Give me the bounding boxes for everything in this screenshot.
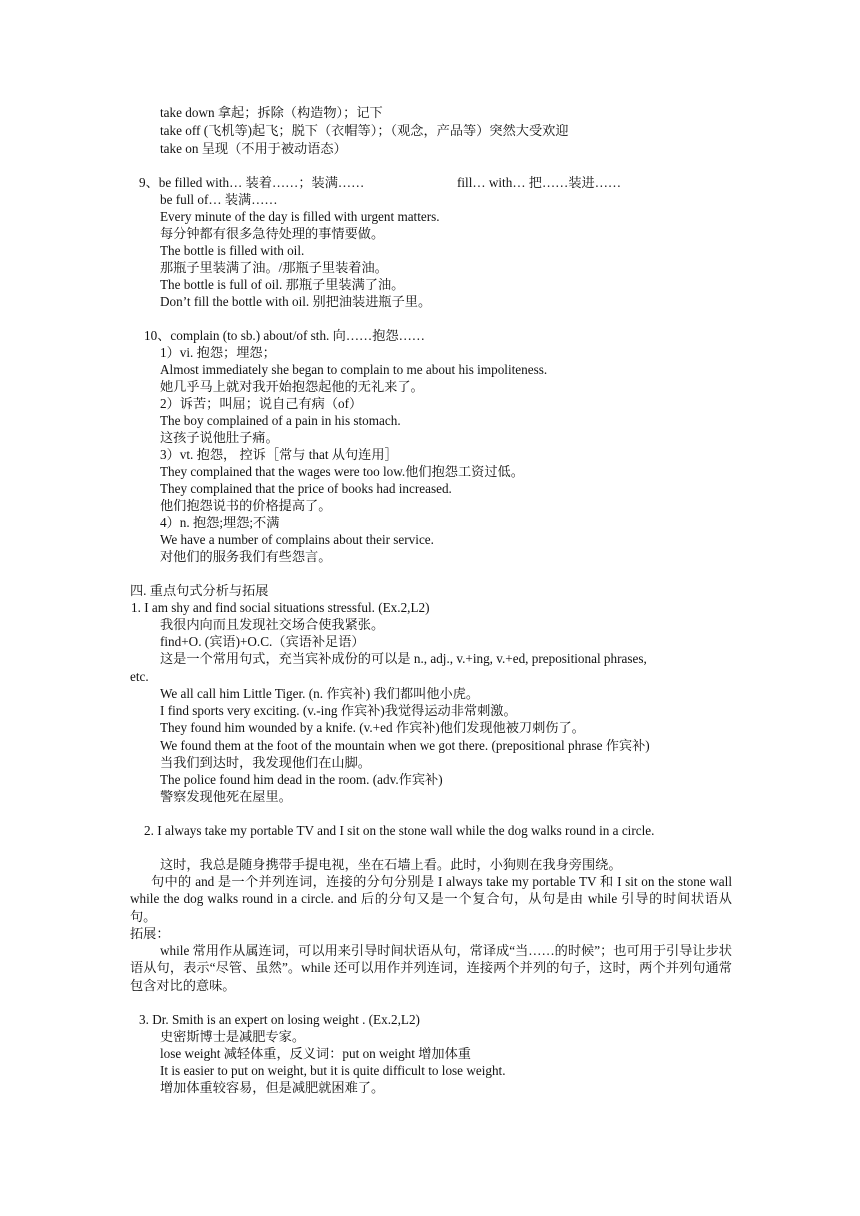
sentence-1-example: We found them at the foot of the mountain when we got there. (prepositional phrase 作宾补) [160,738,650,753]
sentence-3-line: lose weight 减轻体重，反义词：put on weight 增加体重 [160,1046,471,1061]
item-10-line: 1）vi. 抱怨；埋怨； [160,345,276,360]
sentence-1-heading: 1. I am shy and find social situations stressful. (Ex.2,L2) [131,600,430,615]
item-9-line: be full of… 装满…… [160,192,278,207]
sentence-1-example: 当我们到达时，我发现他们在山脚。 [160,755,371,770]
item-10-line: 4）n. 抱怨;埋怨;不满 [160,515,280,530]
sentence-1-line: 我很内向而且发现社交场合使我紧张。 [160,617,385,632]
sentence-1-example: I find sports very exciting. (v.-ing 作宾补)我觉得运动非常刺激。 [160,703,517,718]
sentence-1-example: They found him wounded by a knife. (v.+ed 作宾补)他们发现他被刀刺伤了。 [160,720,585,735]
item-10-line: 她几乎马上就对我开始抱怨起他的无礼来了。 [160,379,424,394]
item-9-line: The bottle is full of oil. 那瓶子里装满了油。 [160,277,405,292]
take-off-line: take off (飞机等)起飞；脱下（衣帽等）；（观念，产品等）突然大受欢迎 [160,123,569,138]
item-10-line: 对他们的服务我们有些怨言。 [160,549,332,564]
item-10-line: 他们抱怨说书的价格提高了。 [160,498,332,513]
sentence-1-example: We all call him Little Tiger. (n. 作宾补) 我们都叫他小虎。 [160,686,480,701]
item-10-heading: 10、complain (to sb.) about/of sth. 向……抱怨…… [144,328,425,343]
section-4-heading: 四. 重点句式分析与拓展 [130,583,269,598]
sentence-3-line: 增加体重较容易，但是减肥就困难了。 [160,1080,385,1095]
item-9-line: Every minute of the day is filled with urgent matters. [160,209,440,224]
take-down-line: take down 拿起；拆除（构造物）；记下 [160,105,383,120]
item-10-line: 3）vt. 抱怨， 控诉［常与 that 从句连用］ [160,447,398,462]
item-9-line: Don’t fill the bottle with oil. 别把油装进瓶子里。 [160,294,432,309]
take-on-line: take on 呈现（不用于被动语态） [160,141,347,156]
sentence-1-line: 这是一个常用句式，充当宾补成份的可以是 n., adj., v.+ing, v.+ed, prepositional phrases, [160,651,647,666]
item-10-line: The boy complained of a pain in his stomach. [160,413,401,428]
item-9-line: 每分钟都有很多急待处理的事情要做。 [160,226,385,241]
sentence-3-heading: 3. Dr. Smith is an expert on losing weight . (Ex.2,L2) [139,1012,420,1027]
sentence-2-heading: 2. I always take my portable TV and I sit on the stone wall while the dog walks round in a circle. [144,823,655,838]
extension-paragraph: while 常用作从属连词，可以用来引导时间状语从句，常译成“当……的时候”；也可用于引导让步状语从句，表示“尽管、虽然”。while 还可以用作并列连词，连接两个并列的句子，这时，两个并列句通常包含对比的意味。 [130,943,732,993]
sentence-3-line: It is easier to put on weight, but it is quite difficult to lose weight. [160,1063,506,1078]
item-10-line: Almost immediately she began to complain to me about his impoliteness. [160,362,548,377]
sentence-1-example: 警察发现他死在屋里。 [160,789,292,804]
sentence-2-analysis: 句中的 and 是一个并列连词，连接的分句分别是 I always take my portable TV 和 I sit on the stone wall while the dog walks round in a circle. and 后的分句又是一个复合句，从句是由 while 引导的时间状语从句。 [130,874,732,924]
sentence-1-line: find+O. (宾语)+O.C.（宾语补足语） [160,634,365,649]
sentence-1-etc: etc. [130,669,149,684]
sentence-3-line: 史密斯博士是减肥专家。 [160,1029,306,1044]
sentence-2-translation: 这时，我总是随身携带手提电视，坐在石墙上看。此时，小狗则在我身旁围绕。 [160,857,622,872]
sentence-1-example: The police found him dead in the room. (adv.作宾补) [160,772,443,787]
item-10-line: They complained that the price of books had increased. [160,481,452,496]
item-10-line: They complained that the wages were too low.他们抱怨工资过低。 [160,464,524,479]
item-9-line: The bottle is filled with oil. [160,243,305,258]
item-9-heading-fill-with: fill… with… 把……装进…… [457,175,622,190]
item-9-heading: 9、be filled with… 装着……；装满…… [139,175,365,190]
item-10-line: We have a number of complains about their service. [160,532,434,547]
item-9-line: 那瓶子里装满了油。/那瓶子里装着油。 [160,260,388,275]
extension-label: 拓展： [130,926,170,941]
item-10-line: 这孩子说他肚子痛。 [160,430,279,445]
item-10-line: 2）诉苦；叫屈；说自己有病（of） [160,396,363,411]
